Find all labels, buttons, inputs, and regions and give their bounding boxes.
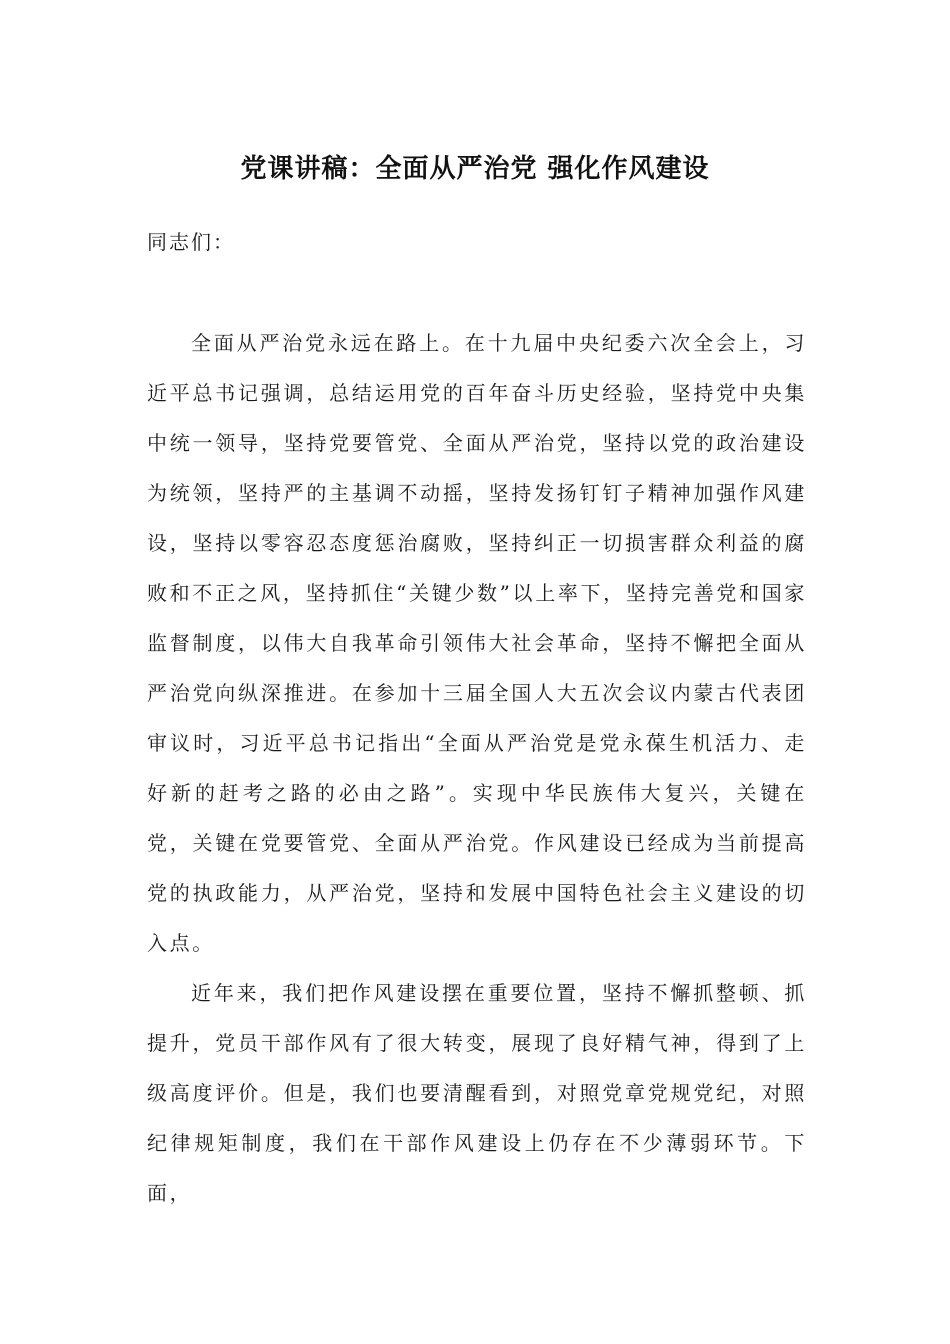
- body-paragraph-1: 全面从严治党永远在路上。在十九届中央纪委六次全会上，习近平总书记强调，总结运用党的百年奋斗历史经验，坚持党中央集中统一领导，坚持党要管党、全面从严治党，坚持以党的政治建设为统领，坚持严的主基调不动摇，坚持发扬钉钉子精神加强作风建设，坚持以零容忍态度惩治腐败，坚持纠正一切损害群众利益的腐败和不正之风，坚持抓住“关键少数”以上率下，坚持完善党和国家监督制度，以伟大自我革命引领伟大社会革命，坚持不懈把全面从严治党向纵深推进。在参加十三届全国人大五次会议内蒙古代表团审议时，习近平总书记指出“全面从严治党是党永葆生机活力、走好新的赶考之路的必由之路”。实现中华民族伟大复兴，关键在党，关键在党要管党、全面从严治党。作风建设已经成为当前提高党的执政能力，从严治党，坚持和发展中国特色社会主义建设的切入点。: [147, 331, 807, 955]
- document-title: 党课讲稿：全面从严治党 强化作风建设: [240, 154, 710, 185]
- salutation: 同志们：: [147, 230, 235, 254]
- body-paragraph-2: 近年来，我们把作风建设摆在重要位置，坚持不懈抓整顿、抓提升，党员干部作风有了很大转变，展现了良好精气神，得到了上级高度评价。但是，我们也要清醒看到，对照党章党规党纪，对照纪律规矩制度，我们在干部作风建设上仍存在不少薄弱环节。下面，: [147, 981, 807, 1205]
